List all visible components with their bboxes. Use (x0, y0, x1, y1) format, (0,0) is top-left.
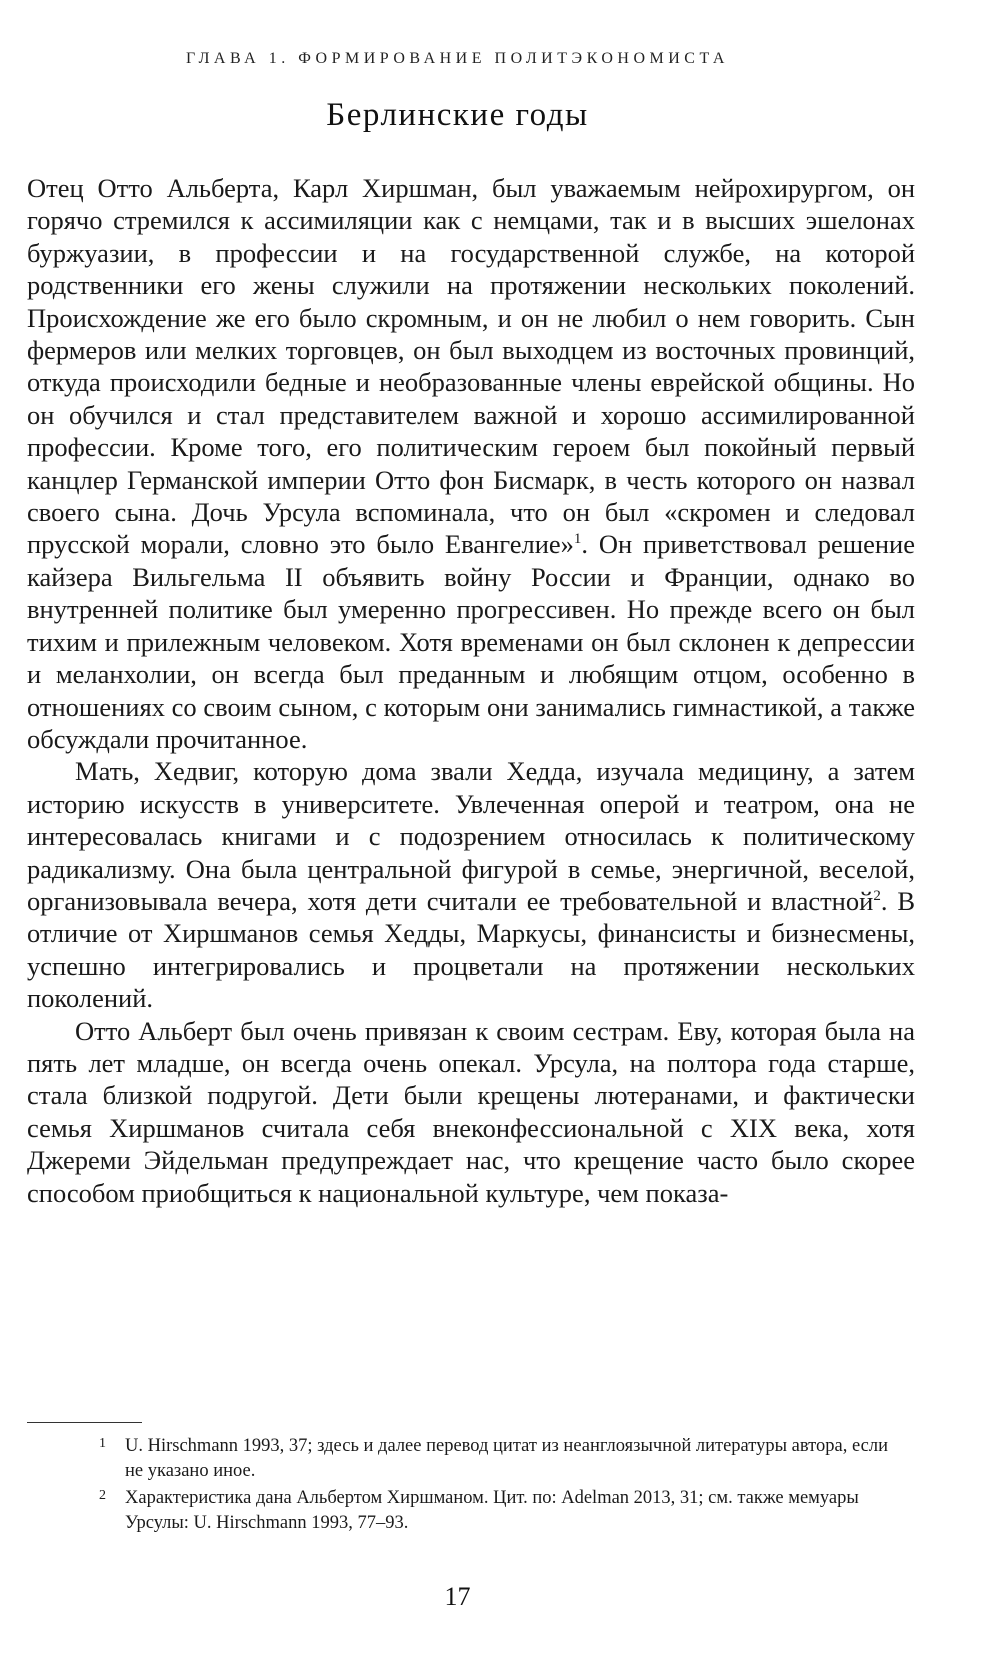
paragraph-2 (27, 755, 915, 1014)
section-title: Берлинские годы (326, 97, 589, 133)
paragraph-1-text-b: . Он приветствовал решение кайзера Вильгельма II объявить войну России и Франции, однако во внутренней политике был умеренно прогрессивен. Но прежде всего он был тихим и прилежным человеком. Хотя временами он был склонен к депрессии и меланхолии, он всегда был преданным и любящим отцом, особенно в отношениях со своим сыном, с которым они занимались гимнастикой, а также обсуждали прочитанное. (27, 529, 915, 754)
footnote-2-text: Характеристика дана Альбертом Хиршманом. Цит. по: Adelman 2013, 31; см. также мемуары Урсулы: U. Hirschmann 1993, 77–93. (125, 1488, 859, 1533)
paragraph-1-text-a: Отец Отто Альберта, Карл Хиршман, был уважаемым нейрохирургом, он горячо стремился к ассимиляции как с немцами, так и в высших эшелонах буржуазии, в профессии и на государственной службе, на которой родственники его жены служили на протяжении нескольких поколений. Происхождение же его было скромным, и он не любил о нем говорить. Сын фермеров или мелких торговцев, он был выходцем из восточных провинций, откуда происходили бедные и необразованные члены еврейской общины. Но он обучился и стал представителем важной и хорошо ассимилированной профессии. Кроме того, его политическим героем был покойный первый канцлер Германской империи Отто фон Бисмарк, в честь которого он назвал своего сына. Дочь Урсула вспоминала, что он был «скромен и следовал прусской морали, словно это было Евангелие» (27, 173, 915, 560)
footnote-2 (95, 1486, 907, 1536)
footnote-ref-1[interactable]: 1 (573, 531, 582, 548)
footnote-ref-2[interactable]: 2 (873, 888, 881, 905)
body-text (27, 172, 915, 1209)
footnote-divider (27, 1422, 142, 1423)
footnote-1-text: U. Hirschmann 1993, 37; здесь и далее перевод цитат из неанглоязычной литературы автора, если не указано иное. (125, 1436, 888, 1481)
footnote-2-number: 2 (99, 1488, 106, 1503)
paragraph-2-text-b: . В отличие от Хиршманов семья Хедды, Маркусы, финансисты и бизнесмены, успешно интегрировались и процветали на протяжении нескольких поколений. (27, 885, 915, 1014)
footnotes (95, 1434, 907, 1538)
footnote-1-number: 1 (99, 1436, 106, 1451)
running-head: ГЛАВА 1. ФОРМИРОВАНИЕ ПОЛИТЭКОНОМИСТА (186, 50, 729, 67)
footnote-1 (95, 1434, 907, 1484)
paragraph-1 (27, 172, 915, 755)
paragraph-2-text-a: Мать, Хедвиг, которую дома звали Хедда, изучала медицину, а затем историю искусств в университете. Увлеченная оперой и театром, она не интересовалась книгами и с подозрением относилась к политическому радикализму. Она была центральной фигурой в семье, энергичной, веселой, организовывала вечера, хотя дети считали ее требовательной и властной (27, 756, 915, 916)
page-number: 17 (444, 1582, 471, 1611)
paragraph-3: Отто Альберт был очень привязан к своим сестрам. Еву, которая была на пять лет младше, он всегда очень опекал. Урсула, на полтора года старше, стала близкой подругой. Дети были крещены лютеранами, и фактически семья Хиршманов считала себя внеконфессиональной с XIX века, хотя Джереми Эйдельман предупреждает нас, что крещение часто было скорее способом приобщиться к национальной культуре, чем показа- (27, 1015, 915, 1208)
